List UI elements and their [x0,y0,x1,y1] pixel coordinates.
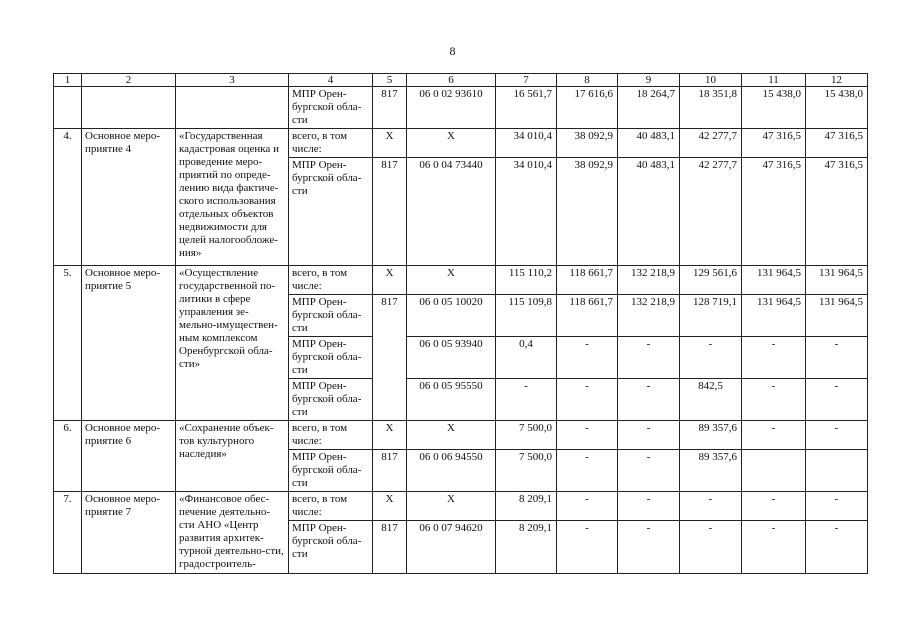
row-number: 4. [54,129,82,266]
code-cell: 817 [373,295,407,421]
code-cell: Х [373,421,407,450]
value-cell: 16 561,7 [496,87,557,129]
value-cell: 15 438,0 [742,87,806,129]
value-cell: - [806,421,868,450]
value-cell: - [618,450,680,492]
value-cell: 47 316,5 [742,129,806,158]
value-cell: 128 719,1 [680,295,742,337]
measure-description: «Осуществление государственной по-литики в сфере управления зе-мельно-имуществен-ным комплексом Оренбургской обла-сти» [176,266,289,421]
value-cell: 8 209,1 [496,521,557,574]
value-cell: 47 316,5 [742,158,806,266]
value-cell: - [618,421,680,450]
kbk-cell: 06 0 05 95550 [407,379,496,421]
executor-cell: всего, в том числе: [289,492,373,521]
code-cell: 817 [373,521,407,574]
value-cell: 115 110,2 [496,266,557,295]
value-cell: 118 661,7 [557,266,618,295]
value-cell: - [806,379,868,421]
value-cell: 7 500,0 [496,421,557,450]
value-cell: - [618,521,680,574]
measure-title: Основное меро-приятие 7 [82,492,176,574]
kbk-cell: 06 0 05 93940 [407,337,496,379]
value-cell: - [806,337,868,379]
measure-description: «Сохранение объек-тов культурного наследия» [176,421,289,492]
executor-cell: всего, в том числе: [289,129,373,158]
value-cell: 0,4 [496,337,557,379]
table-header-row [54,74,868,87]
table-row [54,87,868,129]
value-cell: - [557,450,618,492]
kbk-cell: 06 0 07 94620 [407,521,496,574]
code-cell: 817 [373,450,407,492]
value-cell: 131 964,5 [742,266,806,295]
value-cell: - [557,379,618,421]
header-cell: 11 [742,74,806,87]
value-cell: - [680,521,742,574]
code-cell: Х [373,492,407,521]
value-cell: 40 483,1 [618,158,680,266]
executor-cell: всего, в том числе: [289,421,373,450]
value-cell: 18 351,8 [680,87,742,129]
value-cell: 131 964,5 [806,295,868,337]
value-cell: - [742,421,806,450]
budget-table [53,73,868,574]
measure-title: Основное меро-приятие 5 [82,266,176,421]
table-row [54,129,868,158]
value-cell: 89 357,6 [680,421,742,450]
row-number: 7. [54,492,82,574]
value-cell: - [806,492,868,521]
value-cell: - [742,337,806,379]
value-cell: 34 010,4 [496,129,557,158]
value-cell: 842,5 [680,379,742,421]
value-cell: 17 616,6 [557,87,618,129]
page-number: 8 [449,44,456,58]
kbk-cell: 06 0 04 73440 [407,158,496,266]
table-row [54,492,868,521]
header-cell: 1 [54,74,82,87]
kbk-cell: 06 0 02 93610 [407,87,496,129]
code-cell: 817 [373,158,407,266]
value-cell: 132 218,9 [618,266,680,295]
kbk-cell: Х [407,492,496,521]
value-cell: 7 500,0 [496,450,557,492]
header-cell: 12 [806,74,868,87]
value-cell: 18 264,7 [618,87,680,129]
value-cell: 118 661,7 [557,295,618,337]
value-cell: 34 010,4 [496,158,557,266]
value-cell: - [742,521,806,574]
value-cell: - [680,492,742,521]
executor-cell: МПР Орен-бургской обла-сти [289,450,373,492]
header-cell: 6 [407,74,496,87]
row-number: 6. [54,421,82,492]
header-cell: 10 [680,74,742,87]
value-cell: 15 438,0 [806,87,868,129]
value-cell: - [557,337,618,379]
value-cell: - [618,337,680,379]
executor-cell: МПР Орен-бургской обла-сти [289,521,373,574]
executor-cell: МПР Орен-бургской обла-сти [289,158,373,266]
header-cell: 7 [496,74,557,87]
measure-title: Основное меро-приятие 6 [82,421,176,492]
value-cell: 131 964,5 [806,266,868,295]
value-cell: 42 277,7 [680,158,742,266]
value-cell: - [557,521,618,574]
value-cell: 132 218,9 [618,295,680,337]
value-cell [806,450,868,492]
executor-cell: МПР Орен-бургской обла-сти [289,337,373,379]
value-cell: - [680,337,742,379]
table-row [54,421,868,450]
kbk-cell: Х [407,266,496,295]
executor-cell: МПР Орен-бургской обла-сти [289,295,373,337]
code-cell: 817 [373,87,407,129]
value-cell: - [806,521,868,574]
value-cell: 38 092,9 [557,129,618,158]
value-cell: - [742,492,806,521]
code-cell: Х [373,129,407,158]
value-cell: 40 483,1 [618,129,680,158]
value-cell [742,450,806,492]
value-cell: - [557,421,618,450]
kbk-cell: 06 0 05 10020 [407,295,496,337]
value-cell: - [618,492,680,521]
header-cell: 2 [82,74,176,87]
kbk-cell: Х [407,421,496,450]
value-cell: 42 277,7 [680,129,742,158]
value-cell: 89 357,6 [680,450,742,492]
executor-cell: всего, в том числе: [289,266,373,295]
header-cell: 5 [373,74,407,87]
value-cell: 129 561,6 [680,266,742,295]
header-cell: 4 [289,74,373,87]
value-cell: 38 092,9 [557,158,618,266]
header-cell: 3 [176,74,289,87]
value-cell: - [742,379,806,421]
value-cell: 115 109,8 [496,295,557,337]
kbk-cell: 06 0 06 94550 [407,450,496,492]
measure-description: «Финансовое обес-печение деятельно-сти АНО «Центр развития архитек-турной деятельно-сти, градостроитель- [176,492,289,574]
value-cell: - [496,379,557,421]
value-cell: 131 964,5 [742,295,806,337]
value-cell: - [618,379,680,421]
executor-cell: МПР Орен-бургской обла-сти [289,87,373,129]
value-cell: 47 316,5 [806,129,868,158]
measure-title: Основное меро-приятие 4 [82,129,176,266]
value-cell: - [557,492,618,521]
table-row [54,266,868,295]
header-cell: 8 [557,74,618,87]
row-number: 5. [54,266,82,421]
value-cell: 47 316,5 [806,158,868,266]
header-cell: 9 [618,74,680,87]
executor-cell: МПР Орен-бургской обла-сти [289,379,373,421]
measure-description: «Государственная кадастровая оценка и проведение меро-приятий по опреде-лению вида фактиче-ского использования отдельных объектов недвижимости для целей налогообложе-ния» [176,129,289,266]
kbk-cell: Х [407,129,496,158]
code-cell: Х [373,266,407,295]
value-cell: 8 209,1 [496,492,557,521]
